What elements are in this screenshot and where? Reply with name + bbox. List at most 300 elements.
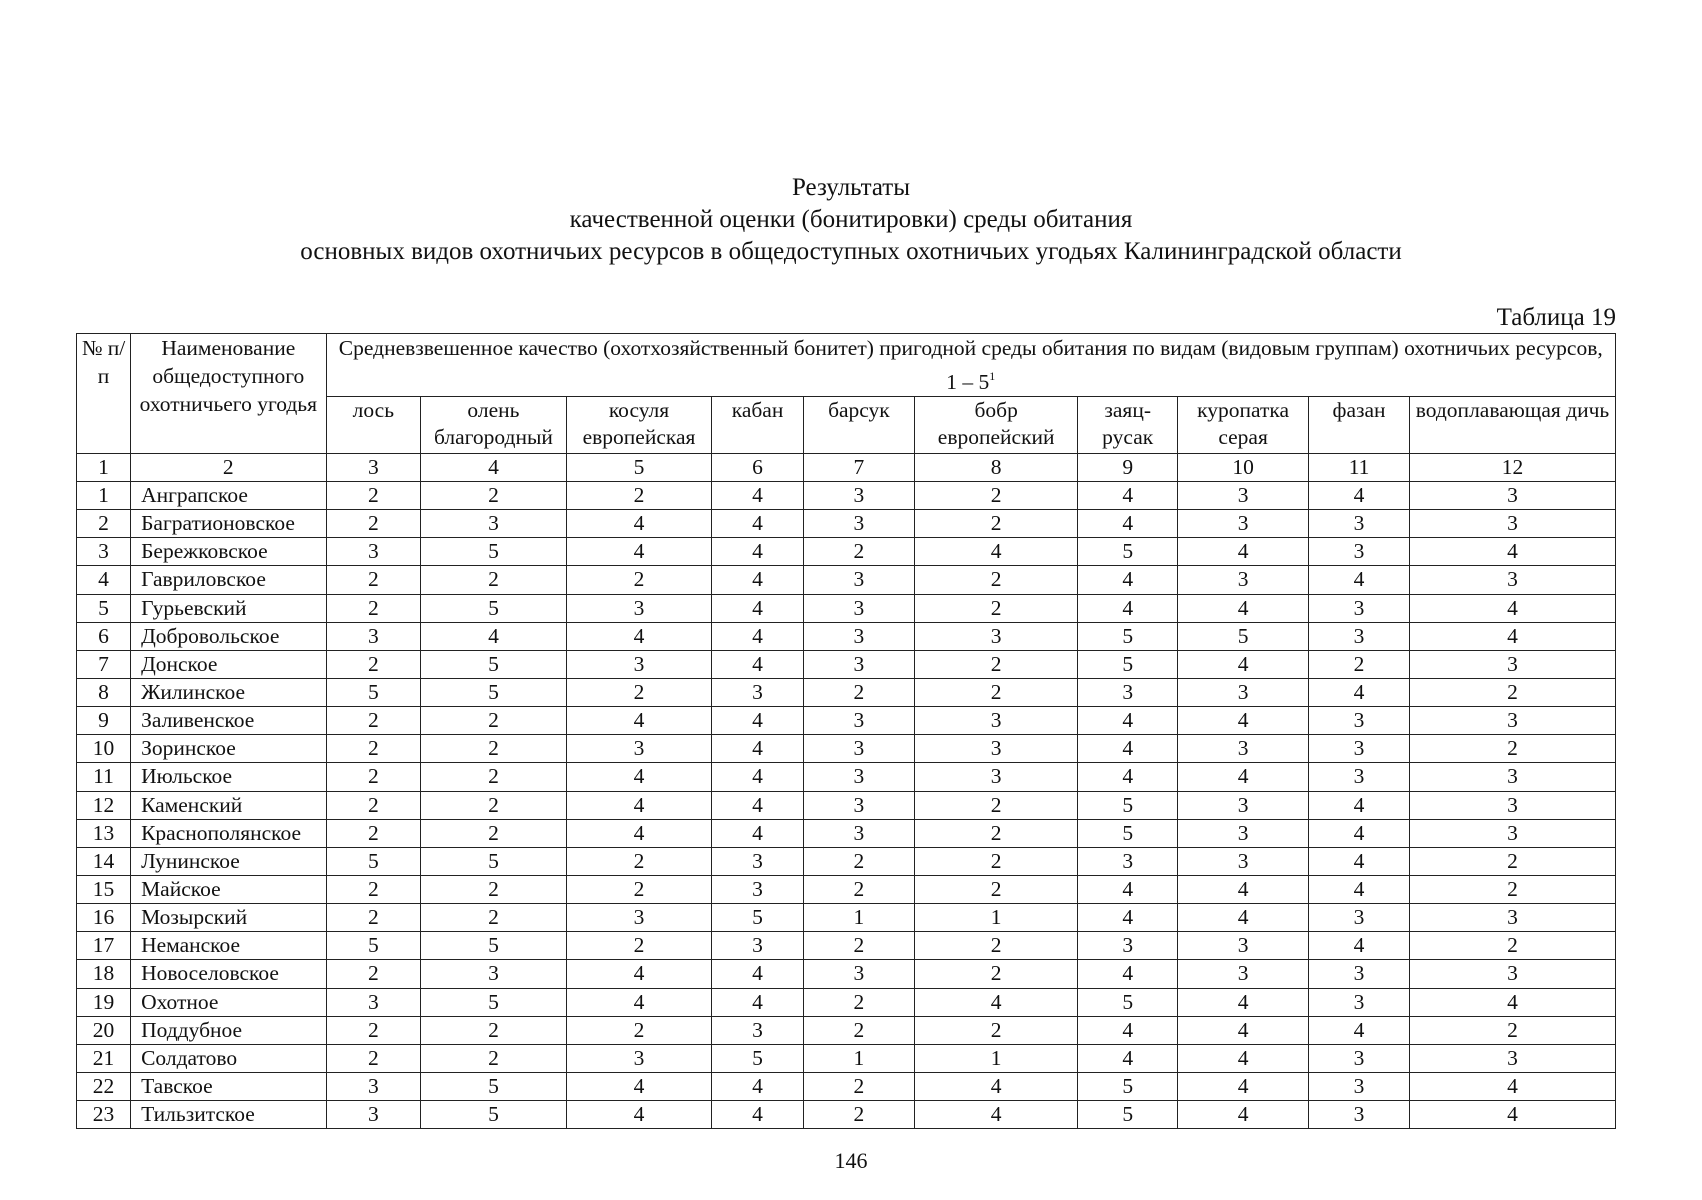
bonitet-value: 3 [421, 960, 567, 988]
bonitet-value: 3 [803, 482, 914, 510]
bonitet-value: 4 [1309, 566, 1410, 594]
bonitet-value: 4 [1309, 791, 1410, 819]
bonitet-value: 4 [712, 763, 804, 791]
bonitet-value: 4 [712, 960, 804, 988]
row-number: 20 [77, 1016, 131, 1044]
bonitet-value: 5 [1078, 819, 1178, 847]
bonitet-value: 5 [1078, 1072, 1178, 1100]
bonitet-value: 2 [915, 678, 1078, 706]
bonitet-value: 3 [1178, 735, 1309, 763]
bonitet-value: 4 [1078, 763, 1178, 791]
bonitet-value: 5 [1078, 1101, 1178, 1129]
bonitet-value: 3 [1409, 482, 1615, 510]
bonitet-value: 2 [915, 1016, 1078, 1044]
bonitet-value: 4 [1309, 819, 1410, 847]
bonitet-value: 2 [326, 791, 421, 819]
bonitet-value: 1 [915, 1044, 1078, 1072]
bonitet-value: 2 [803, 1072, 914, 1100]
bonitet-value: 3 [1178, 510, 1309, 538]
bonitet-value: 2 [421, 735, 567, 763]
bonitet-value: 5 [421, 650, 567, 678]
hunting-ground-name: Заливенское [131, 707, 326, 735]
bonitet-value: 3 [803, 510, 914, 538]
bonitet-value: 4 [1078, 1016, 1178, 1044]
bonitet-value: 3 [1178, 960, 1309, 988]
bonitet-value: 2 [326, 510, 421, 538]
bonitet-value: 1 [803, 1044, 914, 1072]
table-row [77, 1016, 1616, 1044]
table-row [77, 791, 1616, 819]
table-row [77, 847, 1616, 875]
bonitet-value: 5 [1078, 622, 1178, 650]
bonitet-value: 4 [712, 594, 804, 622]
bonitet-value: 3 [1309, 622, 1410, 650]
bonitet-value: 4 [566, 819, 712, 847]
bonitet-value: 4 [712, 1101, 804, 1129]
table-row [77, 707, 1616, 735]
hunting-ground-name: Багратионовское [131, 510, 326, 538]
bonitet-value: 2 [803, 1101, 914, 1129]
bonitet-value: 2 [421, 791, 567, 819]
bonitet-value: 4 [566, 707, 712, 735]
hunting-ground-name: Майское [131, 875, 326, 903]
title-line-3: основных видов охотничьих ресурсов в общедоступных охотничьих угодьях Калининградской области [300, 238, 1402, 265]
bonitet-value: 4 [712, 622, 804, 650]
bonitet-value: 4 [1178, 707, 1309, 735]
bonitet-value: 2 [326, 1016, 421, 1044]
bonitet-value: 4 [712, 791, 804, 819]
column-number: 6 [712, 454, 804, 482]
bonitet-value: 2 [803, 538, 914, 566]
hunting-ground-name: Солдатово [131, 1044, 326, 1072]
table-row [77, 594, 1616, 622]
bonitet-value: 2 [326, 482, 421, 510]
bonitet-value: 2 [566, 847, 712, 875]
bonitet-value: 2 [1409, 678, 1615, 706]
bonitet-value: 4 [712, 566, 804, 594]
bonitet-value: 4 [1178, 988, 1309, 1016]
bonitet-value: 3 [803, 707, 914, 735]
table-row [77, 988, 1616, 1016]
bonitet-value: 3 [421, 510, 567, 538]
header-name: Наименование общедоступного охотничьего угодья [131, 334, 326, 454]
bonitet-value: 3 [803, 960, 914, 988]
bonitet-value: 4 [1078, 735, 1178, 763]
bonitet-value: 3 [566, 1044, 712, 1072]
hunting-ground-name: Июльское [131, 763, 326, 791]
bonitet-value: 3 [915, 735, 1078, 763]
table-row [77, 482, 1616, 510]
bonitet-value: 2 [566, 1016, 712, 1044]
bonitet-value: 4 [1309, 847, 1410, 875]
bonitet-value: 3 [326, 538, 421, 566]
column-number: 10 [1178, 454, 1309, 482]
bonitet-value: 2 [1409, 1016, 1615, 1044]
bonitet-value: 4 [1178, 538, 1309, 566]
bonitet-value: 2 [326, 875, 421, 903]
bonitet-value: 2 [915, 594, 1078, 622]
row-number: 13 [77, 819, 131, 847]
bonitet-value: 3 [1409, 650, 1615, 678]
bonitet-value: 3 [326, 1072, 421, 1100]
bonitet-value: 2 [915, 960, 1078, 988]
bonitet-value: 3 [1409, 1044, 1615, 1072]
row-number: 4 [77, 566, 131, 594]
bonitet-value: 4 [1309, 932, 1410, 960]
bonitet-value: 3 [803, 819, 914, 847]
bonitet-value: 3 [1309, 988, 1410, 1016]
hunting-ground-name: Мозырский [131, 904, 326, 932]
bonitet-value: 4 [712, 482, 804, 510]
bonitet-value: 4 [1178, 594, 1309, 622]
header-quality-text: Средневзвешенное качество (охотхозяйственный бонитет) пригодной среды обитания по видам (видовым группам) охотничьих ресурсов, 1 – 5 [338, 336, 1603, 394]
hunting-ground-name: Анграпское [131, 482, 326, 510]
bonitet-value: 3 [1309, 594, 1410, 622]
bonitet-value: 2 [803, 875, 914, 903]
bonitet-value: 3 [1409, 510, 1615, 538]
table-row [77, 566, 1616, 594]
bonitet-value: 3 [1409, 707, 1615, 735]
bonitet-value: 2 [1409, 847, 1615, 875]
row-number: 10 [77, 735, 131, 763]
bonitet-value: 3 [1178, 678, 1309, 706]
bonitet-value: 2 [326, 735, 421, 763]
hunting-ground-name: Гавриловское [131, 566, 326, 594]
row-number: 11 [77, 763, 131, 791]
bonitet-value: 4 [915, 1101, 1078, 1129]
bonitet-value: 4 [1178, 1016, 1309, 1044]
bonitet-value: 4 [566, 510, 712, 538]
bonitet-value: 4 [1409, 988, 1615, 1016]
bonitet-value: 3 [803, 791, 914, 819]
hunting-ground-name: Охотное [131, 988, 326, 1016]
bonitet-value: 2 [803, 847, 914, 875]
bonitet-value: 4 [712, 707, 804, 735]
bonitet-value: 4 [1078, 566, 1178, 594]
row-number: 15 [77, 875, 131, 903]
bonitet-value: 2 [566, 678, 712, 706]
bonitet-value: 5 [421, 594, 567, 622]
bonitet-value: 4 [1078, 707, 1178, 735]
bonitet-value: 2 [915, 650, 1078, 678]
bonitet-value: 2 [1409, 875, 1615, 903]
bonitet-value: 4 [1178, 1072, 1309, 1100]
bonitet-value: 2 [326, 707, 421, 735]
bonitet-value: 3 [1409, 904, 1615, 932]
row-number: 12 [77, 791, 131, 819]
row-number: 21 [77, 1044, 131, 1072]
header-quality [326, 334, 1615, 397]
table-caption: Таблица 19 [1496, 304, 1616, 331]
hunting-ground-name: Новоселовское [131, 960, 326, 988]
bonitet-value: 2 [915, 482, 1078, 510]
hunting-ground-name: Бережковское [131, 538, 326, 566]
bonitet-value: 3 [326, 988, 421, 1016]
table-row [77, 735, 1616, 763]
column-number: 12 [1409, 454, 1615, 482]
table-row [77, 875, 1616, 903]
bonitet-value: 2 [326, 650, 421, 678]
bonitet-value: 2 [421, 819, 567, 847]
row-number: 7 [77, 650, 131, 678]
bonitet-value: 5 [712, 1044, 804, 1072]
bonitet-value: 4 [712, 819, 804, 847]
bonitet-value: 3 [1409, 566, 1615, 594]
bonitet-value: 3 [1078, 932, 1178, 960]
bonitet-value: 5 [421, 988, 567, 1016]
bonitet-value: 4 [1309, 482, 1410, 510]
hunting-ground-name: Неманское [131, 932, 326, 960]
bonitet-value: 5 [326, 932, 421, 960]
bonitet-value: 5 [421, 932, 567, 960]
bonitet-value: 3 [1309, 960, 1410, 988]
bonitet-value: 4 [1178, 1044, 1309, 1072]
bonitet-value: 3 [1309, 510, 1410, 538]
document-title [0, 172, 1702, 268]
bonitet-value: 4 [712, 538, 804, 566]
bonitet-value: 2 [803, 932, 914, 960]
bonitet-value: 2 [326, 904, 421, 932]
bonitet-value: 5 [712, 904, 804, 932]
bonitet-value: 3 [1309, 538, 1410, 566]
header-species: лось [326, 397, 421, 454]
title-line-1: Результаты [791, 174, 911, 201]
bonitet-value: 3 [1178, 566, 1309, 594]
bonitet-value: 3 [1309, 763, 1410, 791]
bonitet-value: 5 [421, 1072, 567, 1100]
bonitet-value: 3 [915, 707, 1078, 735]
bonitet-value: 3 [1178, 482, 1309, 510]
bonitet-value: 2 [566, 932, 712, 960]
bonitet-value: 3 [1309, 1044, 1410, 1072]
bonitet-value: 2 [421, 566, 567, 594]
row-number: 1 [77, 482, 131, 510]
bonitet-value: 4 [712, 735, 804, 763]
bonitet-value: 4 [1078, 1044, 1178, 1072]
header-species: кабан [712, 397, 804, 454]
bonitet-value: 4 [915, 538, 1078, 566]
hunting-ground-name: Поддубное [131, 1016, 326, 1044]
table-row [77, 1044, 1616, 1072]
bonitet-value: 2 [421, 1016, 567, 1044]
column-number: 7 [803, 454, 914, 482]
bonitet-value: 3 [803, 735, 914, 763]
column-number: 3 [326, 454, 421, 482]
bonitet-value: 5 [326, 678, 421, 706]
bonitet-value: 3 [712, 847, 804, 875]
header-species: олень благородный [421, 397, 567, 454]
bonitet-value: 4 [1309, 875, 1410, 903]
hunting-ground-name: Краснополянское [131, 819, 326, 847]
header-species: фазан [1309, 397, 1410, 454]
bonitet-value: 4 [566, 1072, 712, 1100]
bonitet-value: 2 [421, 904, 567, 932]
bonitet-value: 3 [1178, 932, 1309, 960]
table-row [77, 538, 1616, 566]
bonitet-value: 4 [1409, 1072, 1615, 1100]
table-row [77, 960, 1616, 988]
bonitet-value: 4 [1409, 622, 1615, 650]
row-number: 2 [77, 510, 131, 538]
bonitet-value: 4 [1178, 904, 1309, 932]
bonitet-table [76, 333, 1616, 1129]
hunting-ground-name: Донское [131, 650, 326, 678]
row-number: 16 [77, 904, 131, 932]
hunting-ground-name: Зоринское [131, 735, 326, 763]
bonitet-value: 2 [326, 1044, 421, 1072]
table-row [77, 904, 1616, 932]
bonitet-value: 3 [803, 622, 914, 650]
bonitet-value: 4 [566, 538, 712, 566]
table-row [77, 932, 1616, 960]
bonitet-value: 3 [915, 622, 1078, 650]
bonitet-value: 4 [712, 1072, 804, 1100]
header-species: барсук [803, 397, 914, 454]
bonitet-value: 3 [1178, 819, 1309, 847]
bonitet-value: 2 [803, 1016, 914, 1044]
row-number: 3 [77, 538, 131, 566]
bonitet-value: 5 [421, 678, 567, 706]
page-number: 146 [834, 1148, 868, 1173]
bonitet-value: 2 [326, 763, 421, 791]
bonitet-value: 3 [803, 566, 914, 594]
hunting-ground-name: Гурьевский [131, 594, 326, 622]
row-number: 9 [77, 707, 131, 735]
bonitet-value: 2 [915, 847, 1078, 875]
bonitet-value: 4 [1409, 1101, 1615, 1129]
table-row [77, 510, 1616, 538]
bonitet-value: 2 [421, 482, 567, 510]
bonitet-value: 3 [326, 1101, 421, 1129]
hunting-ground-name: Тавское [131, 1072, 326, 1100]
bonitet-value: 3 [712, 1016, 804, 1044]
bonitet-value: 2 [803, 988, 914, 1016]
bonitet-value: 2 [915, 791, 1078, 819]
bonitet-value: 4 [1409, 538, 1615, 566]
bonitet-value: 4 [1178, 650, 1309, 678]
hunting-ground-name: Добровольское [131, 622, 326, 650]
bonitet-value: 3 [1309, 904, 1410, 932]
hunting-ground-name: Каменский [131, 791, 326, 819]
bonitet-value: 2 [566, 875, 712, 903]
header-species: куропатка серая [1178, 397, 1309, 454]
bonitet-value: 4 [566, 791, 712, 819]
bonitet-value: 4 [915, 1072, 1078, 1100]
bonitet-value: 2 [803, 678, 914, 706]
bonitet-value: 3 [1309, 1072, 1410, 1100]
bonitet-value: 2 [326, 566, 421, 594]
bonitet-value: 4 [566, 988, 712, 1016]
bonitet-value: 2 [326, 960, 421, 988]
bonitet-value: 2 [915, 932, 1078, 960]
bonitet-value: 2 [915, 566, 1078, 594]
table-row [77, 678, 1616, 706]
bonitet-value: 2 [421, 875, 567, 903]
bonitet-value: 2 [566, 482, 712, 510]
bonitet-value: 3 [712, 932, 804, 960]
bonitet-value: 3 [1178, 847, 1309, 875]
footnote-mark: 1 [989, 369, 996, 383]
bonitet-value: 4 [712, 510, 804, 538]
column-number: 2 [131, 454, 326, 482]
row-number: 22 [77, 1072, 131, 1100]
row-number: 6 [77, 622, 131, 650]
bonitet-value: 2 [1309, 650, 1410, 678]
bonitet-value: 5 [1078, 650, 1178, 678]
bonitet-value: 4 [566, 1101, 712, 1129]
hunting-ground-name: Жилинское [131, 678, 326, 706]
hunting-ground-name: Лунинское [131, 847, 326, 875]
bonitet-value: 4 [1078, 904, 1178, 932]
row-number: 14 [77, 847, 131, 875]
bonitet-value: 3 [712, 678, 804, 706]
bonitet-value: 3 [1309, 707, 1410, 735]
column-number: 1 [77, 454, 131, 482]
row-number: 8 [77, 678, 131, 706]
table-row [77, 1101, 1616, 1129]
bonitet-value: 4 [1078, 594, 1178, 622]
table-row [77, 763, 1616, 791]
table-row [77, 622, 1616, 650]
bonitet-value: 3 [915, 763, 1078, 791]
table-row [77, 819, 1616, 847]
bonitet-value: 3 [1178, 791, 1309, 819]
header-species: водоплавающая дичь [1409, 397, 1615, 454]
bonitet-value: 4 [1409, 594, 1615, 622]
table-row [77, 650, 1616, 678]
bonitet-value: 4 [1309, 678, 1410, 706]
bonitet-value: 5 [421, 1101, 567, 1129]
bonitet-value: 3 [326, 622, 421, 650]
bonitet-value: 5 [1078, 538, 1178, 566]
bonitet-value: 3 [1078, 678, 1178, 706]
header-number: № п/п [77, 334, 131, 454]
bonitet-value: 4 [712, 650, 804, 678]
bonitet-value: 3 [803, 594, 914, 622]
bonitet-value: 3 [1409, 960, 1615, 988]
bonitet-value: 1 [803, 904, 914, 932]
bonitet-value: 2 [915, 510, 1078, 538]
bonitet-value: 2 [326, 594, 421, 622]
bonitet-value: 5 [1178, 622, 1309, 650]
title-line-2: качественной оценки (бонитировки) среды обитания [569, 206, 1133, 233]
bonitet-value: 4 [1078, 960, 1178, 988]
hunting-ground-name: Тильзитское [131, 1101, 326, 1129]
table-row [77, 1072, 1616, 1100]
bonitet-value: 5 [421, 538, 567, 566]
bonitet-value: 4 [566, 763, 712, 791]
bonitet-value: 3 [566, 594, 712, 622]
bonitet-value: 3 [1409, 819, 1615, 847]
bonitet-value: 3 [803, 650, 914, 678]
bonitet-value: 3 [712, 875, 804, 903]
bonitet-value: 4 [421, 622, 567, 650]
bonitet-value: 3 [1409, 791, 1615, 819]
row-number: 18 [77, 960, 131, 988]
bonitet-value: 4 [712, 988, 804, 1016]
bonitet-value: 4 [1178, 763, 1309, 791]
column-number: 5 [566, 454, 712, 482]
bonitet-value: 4 [1078, 875, 1178, 903]
column-number: 11 [1309, 454, 1410, 482]
bonitet-value: 4 [566, 960, 712, 988]
bonitet-value: 2 [326, 819, 421, 847]
bonitet-value: 4 [566, 622, 712, 650]
column-number: 9 [1078, 454, 1178, 482]
bonitet-value: 5 [1078, 791, 1178, 819]
bonitet-value: 4 [1309, 1016, 1410, 1044]
bonitet-value: 2 [915, 819, 1078, 847]
